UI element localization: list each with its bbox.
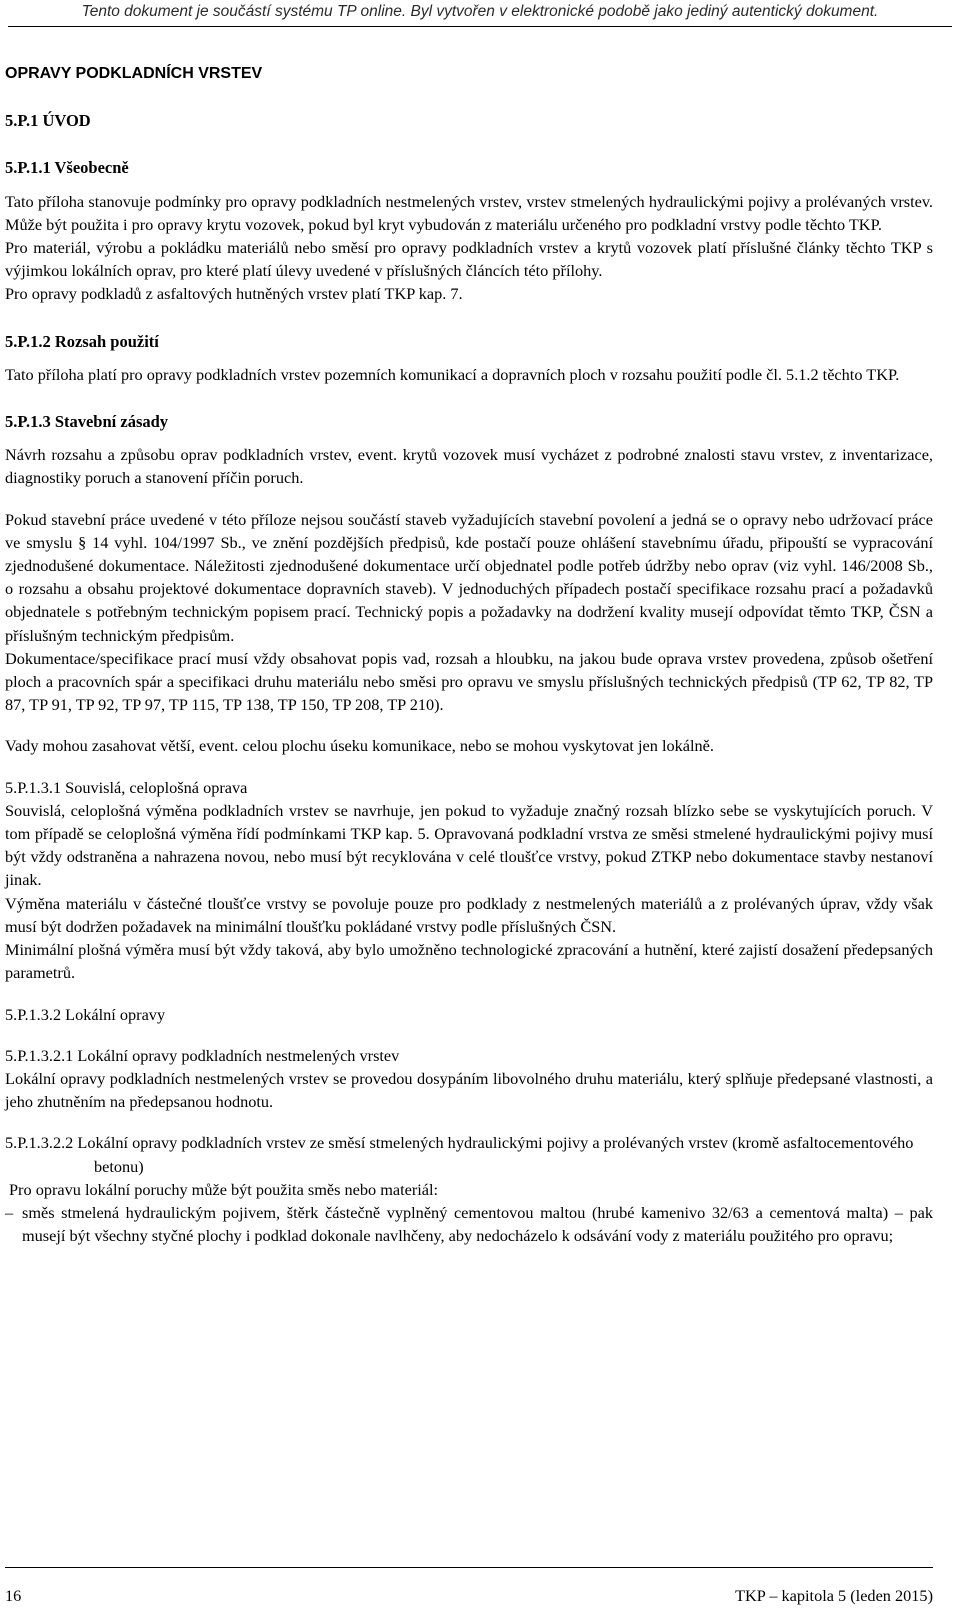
- subsubsection-heading: 5.P.1.3.1 Souvislá, celoplošná oprava: [5, 777, 248, 797]
- tp-online-notice: Tento dokument je součástí systému TP online. Byl vytvořen v elektronické podobě jako jediný autentický dokument.: [8, 0, 952, 27]
- subsubsection-heading: 5.P.1.3.2 Lokální opravy: [5, 1004, 166, 1024]
- paragraph: Návrh rozsahu a způsobu oprav podkladních vrstev, event. krytů vozovek musí vycházet z podrobné znalosti stavu vrstev, z inventarizace, diagnostiky poruch a stanovení příčin poruch.: [5, 445, 933, 488]
- paragraph: Výměna materiálu v částečné tloušťce vrstvy se povoluje pouze pro podklady z nestmelených materiálů a z prolévaných úprav, vždy však musí být dodržen požadavek na minimální tloušťku pokládané vrstvy podle příslušných ČSN.: [5, 893, 933, 936]
- paragraph: Souvislá, celoplošná výměna podkladních vrstev se navrhuje, jen pokud to vyžaduje značný rozsah blízko sebe se vyskytujících poruch. V tom případě se celoplošná výměna řídí podmínkami TKP kap. 5. Opravovaná podkladní vrstva ze směsi stmelené hydraulickými pojivy musí být vždy odstraněna a nahrazena novou, nebo musí být recyklována v celé tloušťce vrstvy, pokud ZTKP nebo dokumentace stavby nestanoví jinak.: [5, 800, 933, 890]
- subsubsection-heading: 5.P.1.3.2.2 Lokální opravy podkladních vrstev ze směsí stmelených hydraulickými pojivy a prolévaných vrstev (kromě asfaltocementového betonu): [5, 1133, 914, 1176]
- document-title: OPRAVY PODKLADNÍCH VRSTEV: [5, 65, 263, 82]
- page-footer: [5, 1567, 933, 1606]
- paragraph: Lokální opravy podkladních nestmelených vrstev se provedou dosypáním libovolného druhu materiálu, který splňuje předepsané vlastnosti, a jeho zhutněním na předepsanou hodnotu.: [5, 1068, 933, 1112]
- section-heading: 5.P.1 ÚVOD: [5, 111, 91, 131]
- paragraph: Tato příloha stanovuje podmínky pro opravy podkladních nestmelených vrstev, vrstev stmelených hydraulickými pojivy a prolévaných vrstev. Může být použita i pro opravy krytu vozovek, pokud byl kryt vybudován z materiálu určeného pro podkladní vrstvy podle těchto TKP.: [5, 191, 933, 234]
- page-number: 16: [5, 1586, 22, 1605]
- paragraph: Pokud stavební práce uvedené v této příloze nejsou součástí staveb vyžadujících stavební povolení a jedná se o opravy nebo udržovací práce ve smyslu § 14 vyhl. 104/1997 Sb., ve znění pozdějších předpisů, kde postačí pouze ohlášení stavebnímu úřadu, připouští se vypracování zjednodušené dokumentace. Náležitosti zjednodušené dokumentace určí objednatel podle potřeb údržby nebo oprav (viz vyhl. 146/2008 Sb., o rozsahu a obsahu projektové dokumentace dopravních staveb). V jednoduchých případech postačí specifikace rozsahu prací a požadavků objednatele s potřebným technickým popisem prací. Technický popis a požadavky na dodržení kvality musejí odpovídat těmto TKP, ČSN a příslušným technickým předpisům.: [5, 509, 933, 645]
- list-item: [5, 1201, 933, 1247]
- subsection-heading: 5.P.1.2 Rozsah použití: [5, 331, 159, 351]
- paragraph: Dokumentace/specifikace prací musí vždy obsahovat popis vad, rozsah a hloubku, na jakou bude oprava vrstev provedena, způsob ošetření ploch a pracovních spár a specifikaci druhu materiálu nebo směsi pro opravu ve smyslu příslušných technických předpisů (TP 62, TP 82, TP 87, TP 91, TP 92, TP 97, TP 115, TP 138, TP 150, TP 208, TP 210).: [5, 648, 933, 715]
- dash-bullet: –: [5, 1202, 14, 1222]
- paragraph: Pro opravu lokální poruchy může být použita směs nebo materiál:: [9, 1179, 439, 1199]
- paragraph: Pro opravy podkladů z asfaltových hutněných vrstev platí TKP kap. 7.: [5, 284, 463, 304]
- paragraph: Minimální plošná výměra musí být vždy taková, aby bylo umožněno technologické zpracování a hutnění, které zajistí dosažení předepsaných parametrů.: [5, 940, 933, 983]
- subsubsection-heading: 5.P.1.3.2.1 Lokální opravy podkladních nestmelených vrstev: [5, 1045, 400, 1065]
- paragraph: Vady mohou zasahovat větší, event. celou plochu úseku komunikace, nebo se mohou vyskytovat jen lokálně.: [5, 736, 714, 756]
- document-body: [5, 52, 933, 1247]
- footer-chapter: TKP – kapitola 5 (leden 2015): [735, 1586, 933, 1605]
- subsection-heading: 5.P.1.1 Všeobecně: [5, 158, 129, 178]
- subsection-heading: 5.P.1.3 Stavební zásady: [5, 412, 169, 432]
- paragraph: Pro materiál, výrobu a pokládku materiálů nebo směsí pro opravy podkladních vrstev a krytů vozovek platí příslušné články těchto TKP s výjimkou lokálních oprav, pro které platí úlevy uvedené v příslušných článcích této přílohy.: [5, 238, 933, 281]
- paragraph: Tato příloha platí pro opravy podkladních vrstev pozemních komunikací a dopravních ploch v rozsahu použití podle čl. 5.1.2 těchto TKP.: [5, 364, 900, 384]
- list-item-text: směs stmelená hydraulickým pojivem, štěrk částečně vyplněný cementovou maltou (hrubé kamenivo 32/63 a cementová malta) – pak musejí být všechny styčné plochy i podklad dokonale navlhčeny, aby nedocházelo k odsávání vody z materiálu použitého pro opravu;: [22, 1202, 933, 1246]
